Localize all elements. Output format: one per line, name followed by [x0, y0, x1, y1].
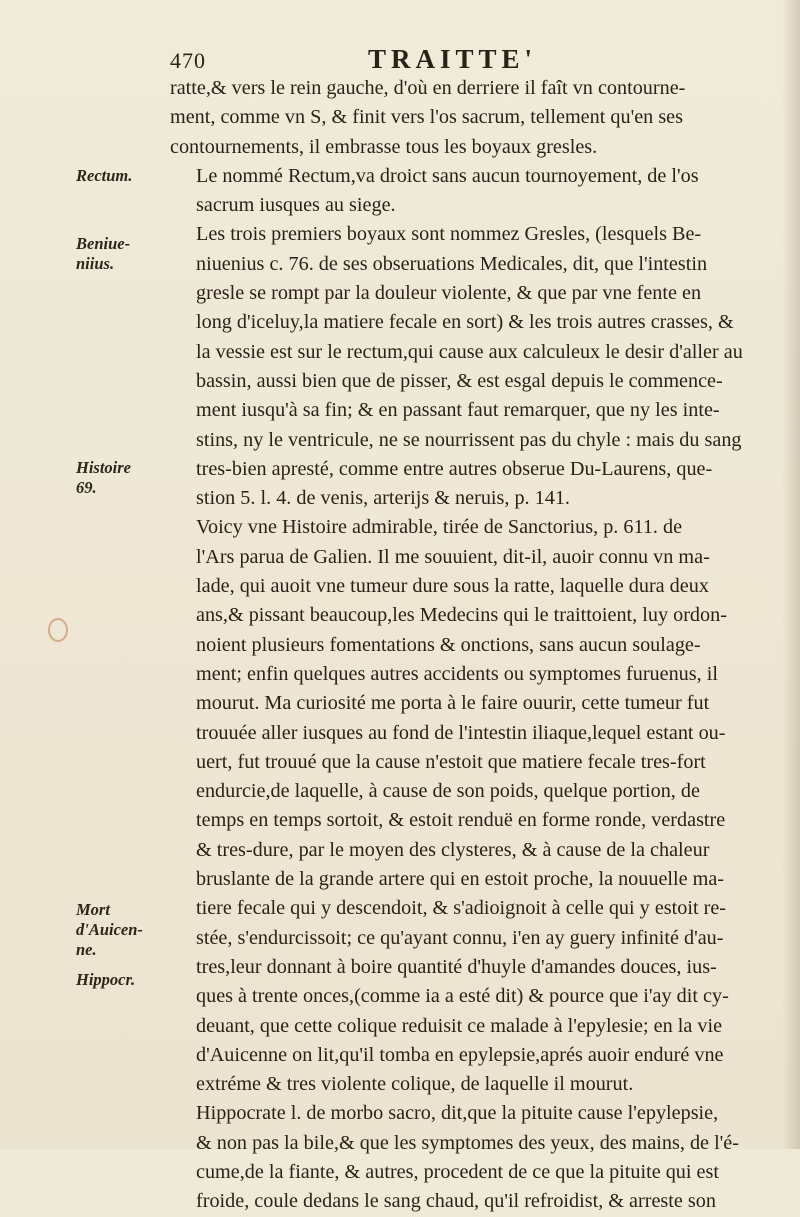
text-line: endurcie,de laquelle, à cause de son poids, quelque portion, de [196, 780, 700, 803]
text-line: ratte,& vers le rein gauche, d'où en derriere il faît vn contourne- [170, 77, 686, 99]
text-line: deuant, que cette colique reduisit ce malade à l'epylesie; en la vie [196, 1014, 723, 1037]
text-line: extréme & tres violente colique, de laquelle il mourut. [196, 1073, 634, 1096]
text-line: ment, comme vn S, & finit vers l'os sacrum, tellement qu'en ses [170, 106, 683, 129]
text-line: froide, coule dedans le sang chaud, qu'il refroidist, & arreste son [196, 1190, 716, 1213]
text-line: lade, qui auoit vne tumeur dure sous la ratte, laquelle dura deux [196, 575, 709, 598]
paragraph [170, 220, 772, 513]
text-line: & non pas la bile,& que les symptomes des yeux, des mains, de l'é- [196, 1131, 739, 1154]
text-line: uert, fut trouué que la cause n'estoit que matiere fecale tres-fort [196, 750, 706, 773]
margin-note-beniuenius: Beniue-niius. [76, 234, 131, 273]
text-line: Voicy vne Histoire admirable, tirée de Sanctorius, p. 611. de [196, 516, 683, 539]
text-line: gresle se rompt par la douleur violente, & que par vne fente en [196, 282, 702, 305]
text-line: l'Ars parua de Galien. Il me souuient, dit-il, auoir connu vn ma- [196, 545, 710, 568]
text-line: sacrum iusques au siege. [196, 194, 396, 217]
text-line: tres,leur donnant à boire quantité d'huyle d'amandes douces, ius- [196, 955, 717, 978]
text-line: Les trois premiers boyaux sont nommez Gresles, (lesquels Be- [196, 223, 702, 246]
text-line: ment; enfin quelques autres accidents ou symptomes furuenus, il [196, 662, 718, 685]
text-line: noient plusieurs fomentations & onctions, sans aucun soulage- [196, 633, 701, 656]
paragraph [170, 1099, 772, 1216]
text-line: Hippocrate l. de morbo sacro, dit,que la pituite cause l'epylepsie, [196, 1102, 719, 1125]
text-line: niuenius c. 76. de ses obseruations Medicales, dit, que l'intestin [196, 252, 708, 275]
margin-note-hippocrate: Hippocr. [76, 970, 136, 989]
body-text [170, 74, 772, 1217]
text-line: d'Auicenne on lit,qu'il tomba en epylepsie,aprés auoir enduré vne [196, 1043, 724, 1066]
text-line: long d'iceluy,la matiere fecale en sort) & les trois autres crasses, & [196, 311, 734, 334]
text-line: stins, ny le ventricule, ne se nourrissent pas du chyle : mais du sang [196, 428, 742, 451]
text-line: stion 5. l. 4. de venis, arterijs & neruis, p. 141. [196, 487, 570, 510]
text-line: ans,& pissant beaucoup,les Medecins qui le traittoient, luy ordon- [196, 604, 727, 627]
text-line: cume,de la fiante, & autres, procedent de ce que la pituite qui est [196, 1160, 719, 1183]
text-line: ment iusqu'à sa fin; & en passant faut remarquer, que ny les inte- [196, 399, 720, 422]
margin-note-histoire: Histoire 69. [76, 458, 132, 497]
text-line: tiere fecale qui y descendoit, & s'adioignoit à celle qui y estoit re- [196, 897, 727, 920]
text-line: temps en temps sortoit, & estoit renduë en forme ronde, verdastre [196, 809, 726, 832]
text-line: Le nommé Rectum,va droict sans aucun tournoyement, de l'os [196, 164, 699, 187]
paragraph [170, 74, 772, 162]
ink-stain [48, 618, 68, 642]
page-number: 470 [170, 48, 206, 73]
running-head: TRAITTE' [368, 44, 538, 74]
text-line: bassin, aussi bien que de pisser, & est esgal depuis le commence- [196, 369, 723, 392]
text-line: stée, s'endurcissoit; ce qu'ayant connu, i'en ay guery infinité d'au- [196, 926, 724, 949]
text-line: tres-bien apresté, comme entre autres obserue Du-Laurens, que- [196, 457, 713, 480]
page-header [170, 44, 770, 78]
paragraph [170, 162, 772, 221]
text-line: contournements, il embrasse tous les boyaux gresles. [170, 135, 598, 158]
text-line: la vessie est sur le rectum,qui cause aux calculeux le desir d'aller au [196, 340, 743, 363]
text-line: mourut. Ma curiosité me porta à le faire ouurir, cette tumeur fut [196, 692, 710, 715]
margin-note-rectum: Rectum. [76, 166, 133, 185]
text-line: trouuée aller iusques au fond de l'intestin iliaque,lequel estant ou- [196, 721, 726, 744]
text-line: ques à trente onces,(comme ia a esté dit) & pource que i'ay dit cy- [196, 985, 729, 1008]
text-line: bruslante de la grande artere qui en estoit proche, la nouuelle ma- [196, 868, 725, 891]
paragraph [170, 513, 772, 1099]
margin-note-mort-auicenne: Mort d'Auicen-ne. [76, 900, 143, 959]
text-line: & tres-dure, par le moyen des clysteres, & à cause de la chaleur [196, 838, 710, 861]
